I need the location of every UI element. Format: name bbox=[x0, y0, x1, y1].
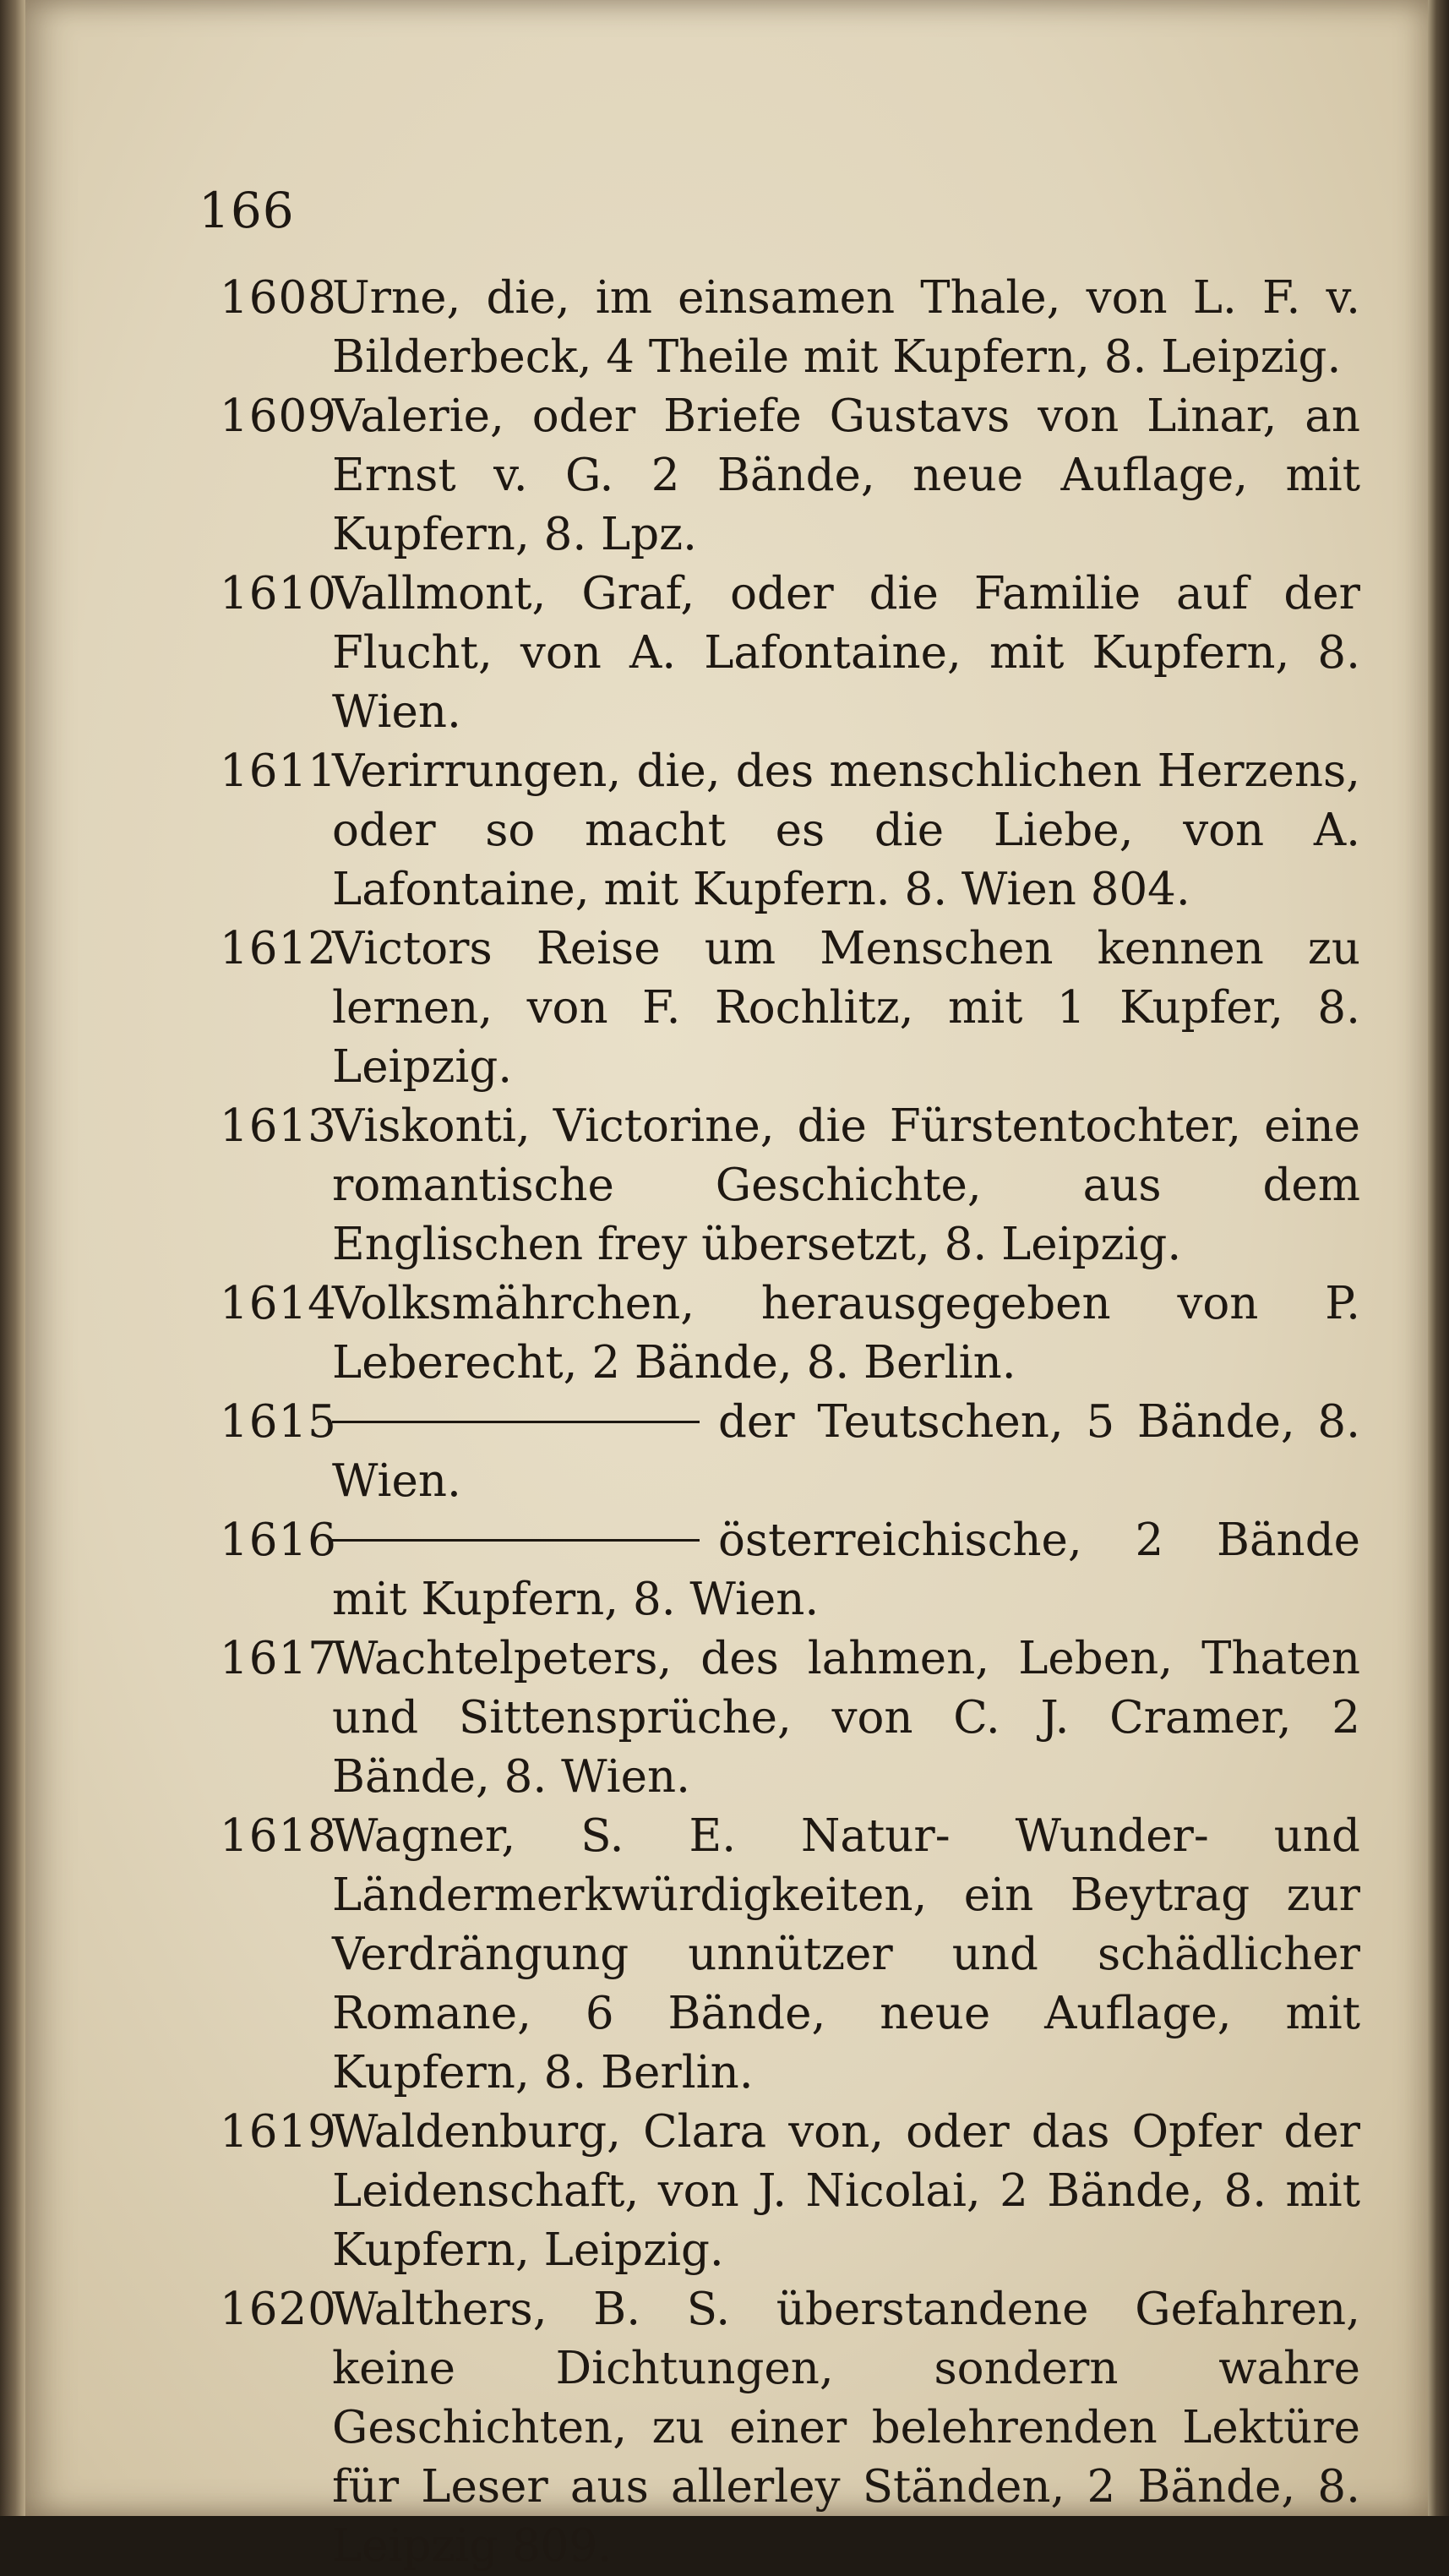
catalog-entry-1612 bbox=[220, 920, 1360, 1097]
catalog-entry-1617 bbox=[220, 1629, 1360, 1807]
entry-text: Walthers, B. S. überstandene Gefahren, keine Dichtungen, sondern wahre Geschichten, zu einer belehrenden Lektüre für Leser aus allerley Ständen, 2 Bände, 8. Leipzig 809. bbox=[332, 2284, 1360, 2572]
entry-number: 1612 bbox=[220, 923, 337, 974]
catalog-entry-1608 bbox=[220, 269, 1360, 387]
catalog-entry-list bbox=[220, 269, 1360, 2576]
entry-number: 1616 bbox=[220, 1514, 337, 1566]
entry-text: Urne, die, im einsamen Thale, von L. F. v. Bilderbeck, 4 Theile mit Kupfern, 8. Leipzig. bbox=[332, 272, 1360, 383]
entry-number: 1615 bbox=[220, 1396, 337, 1448]
entry-text-container bbox=[332, 1393, 1360, 1511]
catalog-entry-1618 bbox=[220, 1807, 1360, 2103]
entry-text-container bbox=[332, 1511, 1360, 1629]
entry-text: Victors Reise um Menschen kennen zu lernen, von F. Rochlitz, mit 1 Kupfer, 8. Leipzig. bbox=[332, 923, 1360, 1093]
entry-text: Wachtelpeters, des lahmen, Leben, Thaten und Sittensprüche, von C. J. Cramer, 2 Bände, 8. Wien. bbox=[332, 1633, 1360, 1803]
entry-text: Viskonti, Victorine, die Fürstentochter, eine romantische Geschichte, aus dem Englischen frey übersetzt, 8. Leipzig. bbox=[332, 1100, 1360, 1270]
entry-text: Valerie, oder Briefe Gustavs von Linar, an Ernst v. G. 2 Bände, neue Auflage, mit Kupfern, 8. Lpz. bbox=[332, 390, 1360, 560]
page-number: 166 bbox=[199, 182, 295, 239]
entry-number: 1609 bbox=[220, 390, 337, 442]
entry-number: 1613 bbox=[220, 1100, 337, 1152]
page-edge-shadow bbox=[1428, 0, 1449, 2516]
catalog-entry-1609 bbox=[220, 387, 1360, 565]
entry-text: österreichische, 2 Bände mit Kupfern, 8. Wien. bbox=[332, 1514, 1360, 1625]
book-page bbox=[25, 0, 1428, 2572]
entry-number: 1617 bbox=[220, 1633, 337, 1684]
entry-number: 1619 bbox=[220, 2106, 337, 2158]
entry-number: 1614 bbox=[220, 1278, 337, 1329]
entry-number: 1620 bbox=[220, 2284, 337, 2335]
catalog-entry-1613 bbox=[220, 1097, 1360, 1274]
catalog-entry-1610 bbox=[220, 565, 1360, 742]
entry-text: Wagner, S. E. Natur- Wunder- und Ländermerkwürdigkeiten, ein Beytrag zur Verdrängung unnützer und schädlicher Romane, 6 Bände, neue Auflage, mit Kupfern, 8. Berlin. bbox=[332, 1810, 1360, 2098]
entry-text: Vallmont, Graf, oder die Familie auf der Flucht, von A. Lafontaine, mit Kupfern, 8. Wien. bbox=[332, 568, 1360, 738]
catalog-entry-1620 bbox=[220, 2280, 1360, 2576]
entry-number: 1610 bbox=[220, 568, 337, 619]
entry-number: 1618 bbox=[220, 1810, 337, 1862]
entry-number: 1608 bbox=[220, 272, 337, 324]
ditto-rule bbox=[332, 1539, 700, 1542]
entry-text: Volksmährchen, herausgegeben von P. Leberecht, 2 Bände, 8. Berlin. bbox=[332, 1278, 1360, 1389]
catalog-entry-1619 bbox=[220, 2103, 1360, 2280]
entry-number: 1611 bbox=[220, 745, 337, 797]
entry-text: Waldenburg, Clara von, oder das Opfer der Leidenschaft, von J. Nicolai, 2 Bände, 8. mit Kupfern, Leipzig. bbox=[332, 2106, 1360, 2276]
entry-text: Verirrungen, die, des menschlichen Herzens, oder so macht es die Liebe, von A. Lafontaine, mit Kupfern. 8. Wien 804. bbox=[332, 745, 1360, 915]
ditto-rule bbox=[332, 1421, 700, 1423]
catalog-entry-1616 bbox=[220, 1511, 1360, 1629]
catalog-entry-1611 bbox=[220, 742, 1360, 920]
catalog-entry-1615 bbox=[220, 1393, 1360, 1511]
entry-text: der Teutschen, 5 Bände, 8. Wien. bbox=[332, 1396, 1360, 1507]
catalog-entry-1614 bbox=[220, 1274, 1360, 1393]
book-spine-shadow bbox=[0, 0, 25, 2516]
